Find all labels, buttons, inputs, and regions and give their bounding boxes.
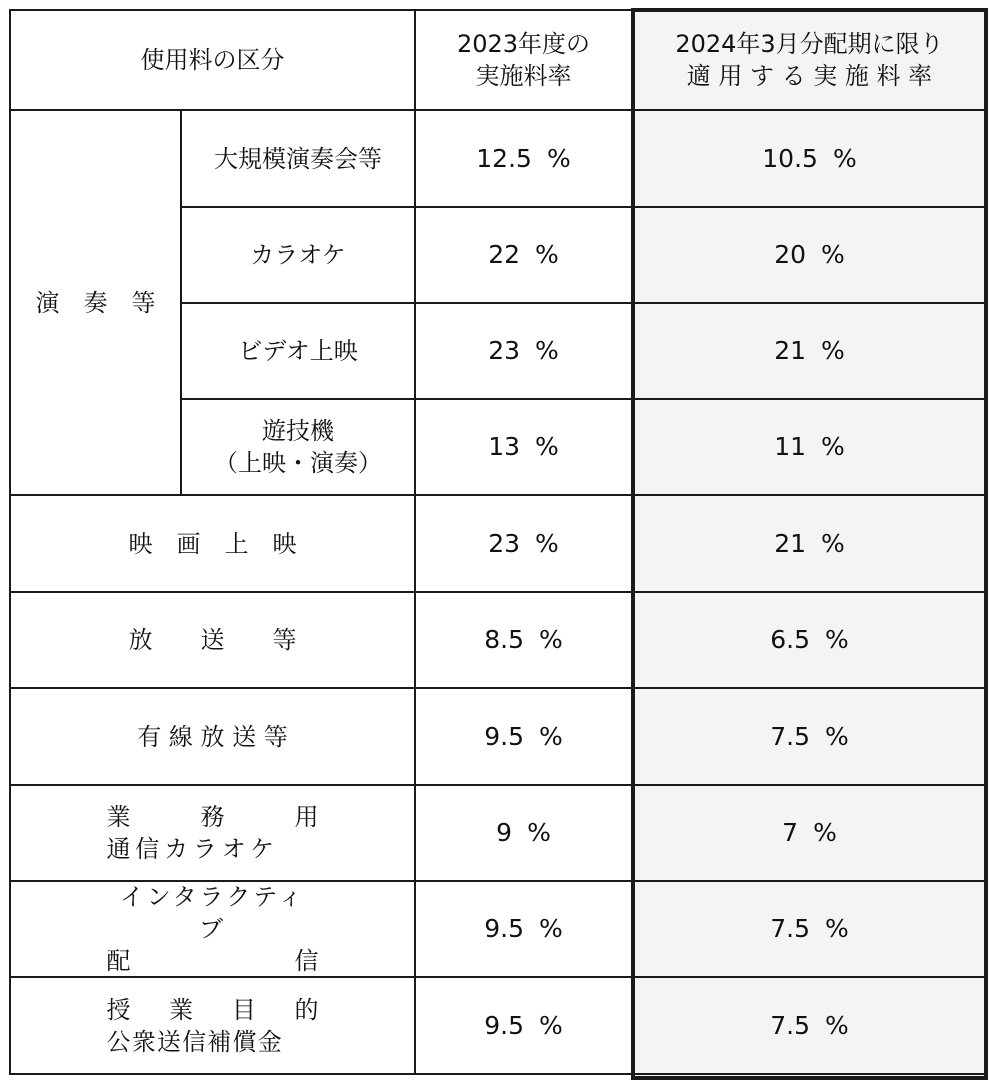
rate-value: 20	[774, 240, 807, 269]
percent-sign: %	[535, 240, 559, 269]
row-label-char: 業	[169, 995, 194, 1024]
rate-2024-cell	[635, 111, 984, 206]
row-label-char: 配	[106, 947, 131, 975]
rate-value: 9.5	[484, 1010, 524, 1040]
percent-sign: %	[821, 336, 845, 365]
rate-value: 21	[774, 336, 807, 365]
row-label: カラオケ	[250, 241, 346, 269]
highlight-frame-right	[984, 8, 988, 1080]
rate-2023-cell	[416, 978, 631, 1073]
rate-2023-cell	[416, 208, 631, 302]
header-rate-2023: 2023年度の 実施料率	[456, 30, 591, 90]
percent-sign: %	[825, 625, 849, 654]
rate-2023-cell	[416, 400, 631, 494]
rate-2023-cell	[416, 593, 631, 687]
rate-value: 23	[488, 336, 521, 365]
percent-sign: %	[546, 143, 571, 173]
rate-value: 7.5	[770, 914, 810, 943]
rate-2024-cell	[635, 208, 984, 302]
row-label-line2	[107, 945, 319, 977]
row-label-stack	[107, 994, 319, 1058]
rate-value: 22	[488, 240, 521, 269]
percent-sign: %	[832, 143, 857, 173]
row-label: 遊技機 （上映・演奏）	[214, 417, 382, 477]
rate-value: 11	[774, 432, 807, 461]
row-label-line1	[107, 801, 319, 833]
percent-sign: %	[535, 336, 559, 365]
percent-sign: %	[535, 432, 559, 461]
rate-2024-cell	[635, 978, 984, 1073]
row-label-char: 用	[294, 803, 319, 831]
rate-2024-cell	[635, 882, 984, 976]
row-label-char: 的	[294, 995, 319, 1024]
percent-sign: %	[825, 1010, 849, 1040]
row-label-stack	[107, 801, 319, 865]
percent-sign: %	[825, 914, 849, 943]
rate-2024-cell	[635, 593, 984, 687]
rate-value: 23	[488, 528, 521, 558]
percent-sign: %	[539, 1010, 563, 1040]
percent-sign: %	[539, 721, 563, 751]
percent-sign: %	[527, 818, 551, 847]
rate-value: 21	[774, 528, 807, 558]
rate-value: 13	[488, 432, 521, 461]
row-label: 放 送 等	[128, 626, 297, 654]
percent-sign: %	[813, 818, 837, 847]
percent-sign: %	[821, 240, 845, 269]
rate-value: 7	[782, 818, 799, 847]
percent-sign: %	[535, 528, 559, 558]
row-label: 有 線 放 送 等	[137, 722, 288, 751]
rate-value: 8.5	[484, 625, 524, 654]
row-label-line2	[107, 833, 319, 865]
row-label	[11, 978, 414, 1073]
rate-value: 9.5	[484, 721, 524, 751]
performance-group-label: 演 奏 等	[35, 288, 156, 317]
row-label: ビデオ上映	[238, 337, 358, 365]
row-label-text: インタラクティブ	[119, 883, 306, 943]
rate-2024-cell	[635, 304, 984, 398]
rate-2023-cell	[416, 304, 631, 398]
row-label-char: 業	[106, 803, 131, 831]
rate-value: 12.5	[476, 143, 532, 173]
row-label	[11, 786, 414, 880]
rate-value: 7.5	[770, 1010, 810, 1040]
row-label-line1	[107, 994, 319, 1026]
rate-2023-cell	[416, 786, 631, 880]
rate-2023-cell	[416, 111, 631, 206]
rate-2023-cell	[416, 882, 631, 976]
rate-2024-cell	[635, 689, 984, 784]
rate-value: 10.5	[762, 143, 818, 173]
highlight-frame-bottom	[631, 1076, 988, 1080]
rate-value: 9	[496, 818, 513, 847]
row-label-text: 通信カラオケ	[106, 835, 279, 863]
row-label-char: 信	[294, 947, 319, 975]
row-label	[11, 882, 414, 976]
row-label-char: 目	[231, 995, 256, 1024]
row-label: 大規模演奏会等	[214, 144, 382, 173]
row-label-text: 公衆送信補償金	[106, 1027, 283, 1056]
row-label: 映 画 上 映	[128, 529, 297, 558]
percent-sign: %	[539, 914, 563, 943]
header-category: 使用料の区分	[140, 46, 285, 74]
rate-value: 9.5	[484, 914, 524, 943]
percent-sign: %	[821, 432, 845, 461]
row-label-char: 授	[106, 995, 131, 1024]
rate-2024-cell	[635, 786, 984, 880]
row-label-line1	[107, 881, 319, 945]
percent-sign: %	[539, 625, 563, 654]
row-label-stack	[107, 881, 319, 977]
row-label-char: 務	[200, 803, 225, 831]
rate-2024-cell	[635, 400, 984, 494]
row-label-line2	[107, 1026, 319, 1058]
rate-value: 7.5	[770, 721, 810, 751]
percent-sign: %	[825, 721, 849, 751]
percent-sign: %	[821, 528, 845, 558]
rate-2023-cell	[416, 689, 631, 784]
header-rate-2024: 2024年3月分配期に限り 適 用 す る 実 施 料 率	[675, 30, 944, 90]
border-bottom	[10, 1073, 986, 1075]
rate-value: 6.5	[770, 625, 810, 654]
rate-2023-cell	[416, 496, 631, 591]
rate-2024-cell	[635, 496, 984, 591]
